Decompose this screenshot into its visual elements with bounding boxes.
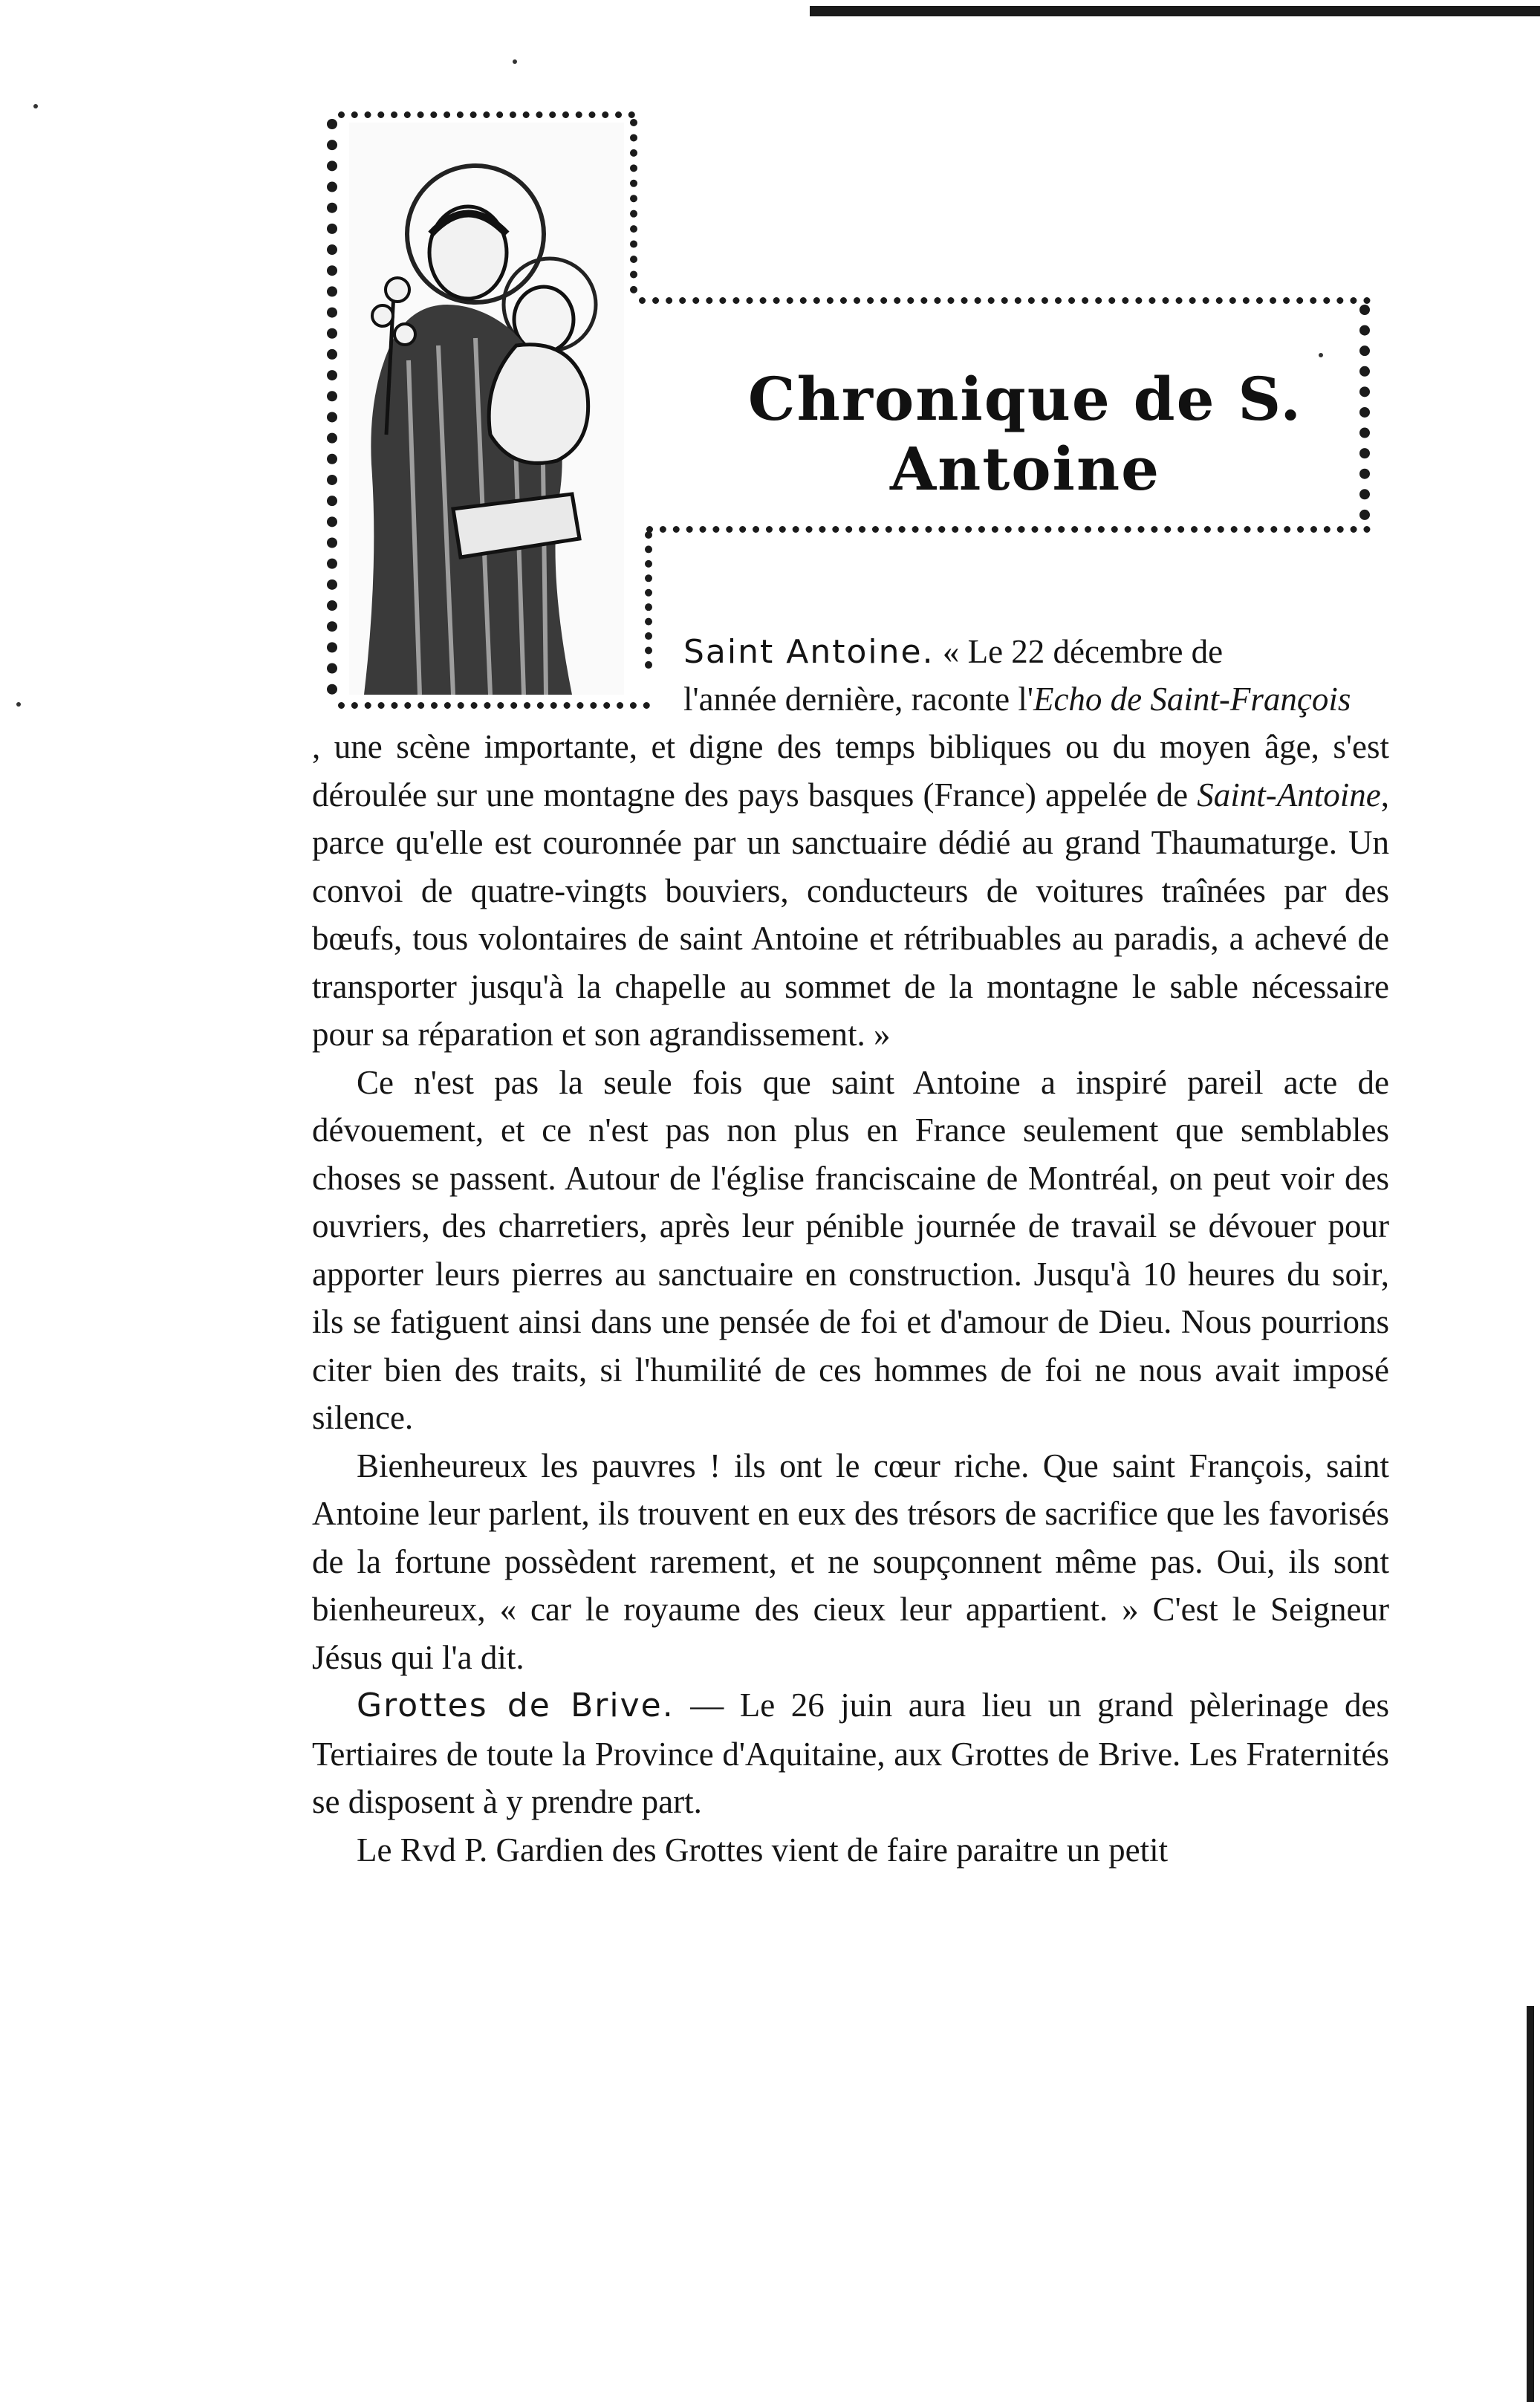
frame-border-bottom-left — [338, 702, 650, 709]
frame-border-connector-lower — [645, 531, 652, 669]
main-text — [312, 723, 1389, 1874]
top-rule — [810, 6, 1540, 16]
frame-border-top-right — [639, 297, 1371, 304]
frame-border-left — [327, 119, 337, 695]
paragraph-saint-antoine-first-line — [683, 628, 1389, 677]
paragraph-text: « Le 22 décembre de — [942, 633, 1224, 670]
paragraph-bienheureux: Bienheureux les pauvres ! ils ont le cœur riche. Que saint François, saint Antoine leur parlent, ils trouvent en eux des trésors de sacrifice que les favorisés de la fortune possèdent rarement, et ne soupçonnent même pas. Oui, ils sont bienheureux, « car le royaume des cieux leur appartient. » C'est le Seigneur Jésus qui l'a dit. — [312, 1447, 1389, 1676]
frame-border-bottom-right — [646, 526, 1371, 533]
paragraph-saint-antoine-second-line: l'année dernière, raconte l'Echo de Saint-François — [683, 681, 1351, 718]
place-name: Saint-Antoine — [1197, 776, 1381, 814]
frame-border-right — [1359, 305, 1370, 520]
paragraph-devouement: Ce n'est pas la seule fois que saint Antoine a inspiré pareil acte de dévouement, et ce n'est pas non plus en France seulement que semblables choses se passent. Autour de l'église franciscaine de Montréal, on peut voir des ouvriers, des charretiers, après leur pénible journée de travail se dévouer pour apporter leurs pierres au sanctuaire en construction. Jusqu'à 10 heures du soir, ils se fatiguent ainsi dans une pensée de foi et d'amour de Dieu. Nous pourrions citer bien des traits, si l'humilité de ces hommes de foi ne nous avait imposé silence. — [312, 1063, 1389, 1436]
chronicle-title: Chronique de S. Antoine — [747, 364, 1303, 504]
source-title: Echo de Saint-François — [1033, 681, 1351, 718]
frame-border-connector-upper — [630, 119, 637, 293]
section-heading-grottes-de-brive: Grottes de Brive. — [357, 1687, 675, 1724]
paragraph-saint-antoine-body: , une scène importante, et digne des temps bibliques ou du moyen âge, s'est déroulée sur une montagne des pays basques (France) appelée de Saint-Antoine, parce qu'elle est couronnée par un sanctuaire dédié au grand Thaumaturge. Un convoi de quatre-vingts bouviers, conducteurs de voitures traînées par des bœufs, tous volontaires de saint Antoine et rétribuables au paradis, a achevé de transporter jusqu'à la chapelle au sommet de la montagne le sable nécessaire pour sa réparation et son agrandissement. » — [312, 728, 1389, 1053]
saint-antoine-engraving — [349, 123, 624, 695]
frame-border-top-left — [338, 111, 635, 118]
paragraph-grottes-de-brive: Grottes de Brive. — Le 26 juin aura lieu un grand pèlerinage des Tertiaires de toute la Province d'Aquitaine, aux Grottes de Brive. Les Fraternités se disposent à y prendre part. — [312, 1687, 1389, 1820]
paragraph-gardien: Le Rvd P. Gardien des Grottes vient de faire paraitre un petit — [357, 1831, 1169, 1869]
section-heading-saint-antoine: Saint Antoine. — [683, 633, 935, 671]
right-margin-rule — [1527, 2006, 1534, 2402]
